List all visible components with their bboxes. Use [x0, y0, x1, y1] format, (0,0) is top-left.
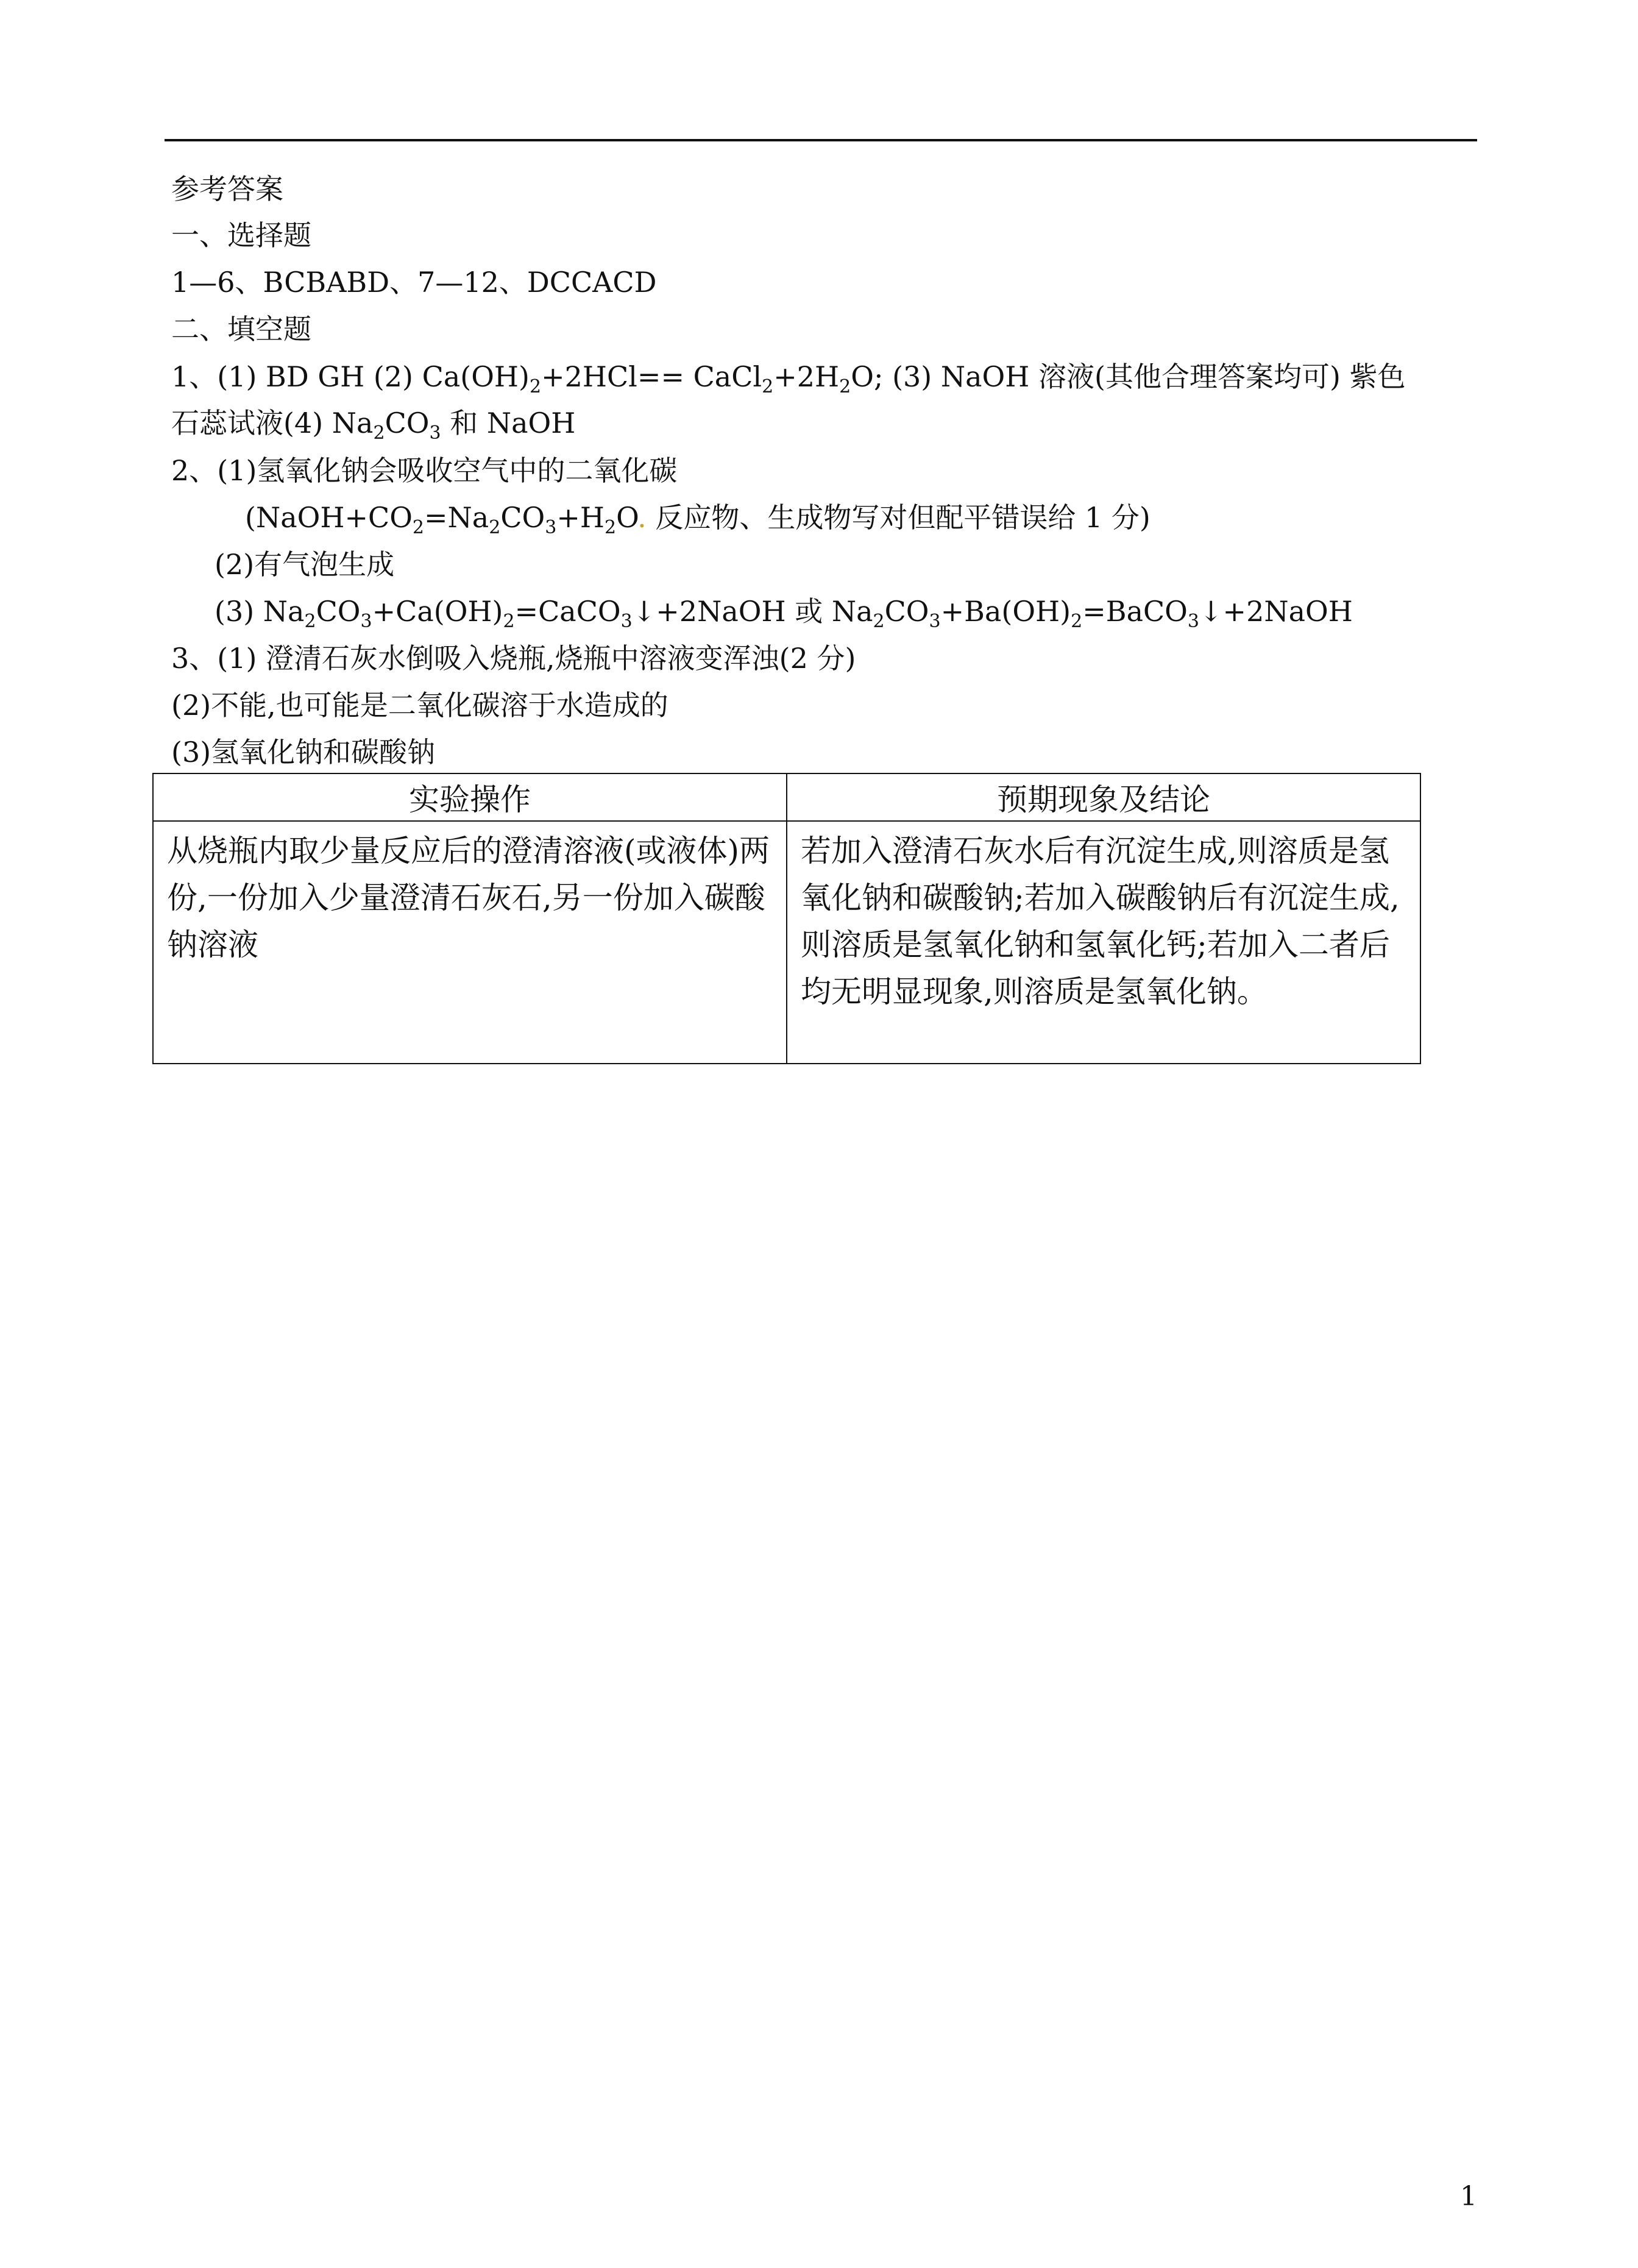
q2-line4: (3) $Na_2CO_3+Ca(OH)_2=CaCO_3↓+2NaOH$ 或 $Na_2CO_3+Ba(OH)_2=BaCO_3↓+2NaOH$: [214, 595, 1353, 632]
section2-title: 二、填空题: [171, 313, 311, 346]
q2-line3: (2)有气泡生成: [214, 548, 395, 581]
section1-answers: 1—6、BCBABD、7—12、DCCACD: [171, 266, 657, 299]
table-row: [153, 821, 1420, 1064]
margin-dot: .: [637, 501, 647, 534]
heading: 参考答案: [171, 172, 283, 205]
table-header-result: 预期现象及结论: [787, 773, 1420, 821]
page-number: 1: [1460, 2181, 1477, 2212]
q3-line1: 3、(1) 澄清石灰水倒吸入烧瓶,烧瓶中溶液变浑浊(2 分): [171, 642, 856, 675]
table-header-row: [153, 773, 1420, 821]
q3-line3: (3)氢氧化钠和碳酸钠: [171, 736, 436, 769]
q1-line1: 1、(1) BD GH (2) $Ca(OH)_2+2HCl==$ $CaCl_2+2H_2O$; (3) NaOH 溶液(其他合理答案均可) 紫色: [171, 360, 1406, 397]
q2-line1: 2、(1)氢氧化钠会吸收空气中的二氧化碳: [171, 454, 678, 487]
section1-title: 一、选择题: [171, 219, 311, 252]
table-header-operation: 实验操作: [153, 773, 787, 821]
q3-line2: (2)不能,也可能是二氧化碳溶于水造成的: [171, 689, 668, 722]
answer-table: [152, 773, 1421, 1064]
table-cell-result: 若加入澄清石灰水后有沉淀生成,则溶质是氢氧化钠和碳酸钠;若加入碳酸钠后有沉淀生成,则溶质是氢氧化钠和氢氧化钙;若加入二者后均无明显现象,则溶质是氢氧化钠。: [787, 821, 1420, 1064]
q1-line2: 石蕊试液(4) $Na_2CO_3$ 和 NaOH: [171, 407, 576, 444]
header-rule: [165, 139, 1477, 141]
q2-line2: ($NaOH+CO_2=Na_2CO_3+H_2O$. 反应物、生成物写对但配平错误给 1 分): [245, 501, 1150, 538]
table-cell-operation: 从烧瓶内取少量反应后的澄清溶液(或液体)两份,一份加入少量澄清石灰石,另一份加入碳酸钠溶液: [153, 821, 787, 1064]
